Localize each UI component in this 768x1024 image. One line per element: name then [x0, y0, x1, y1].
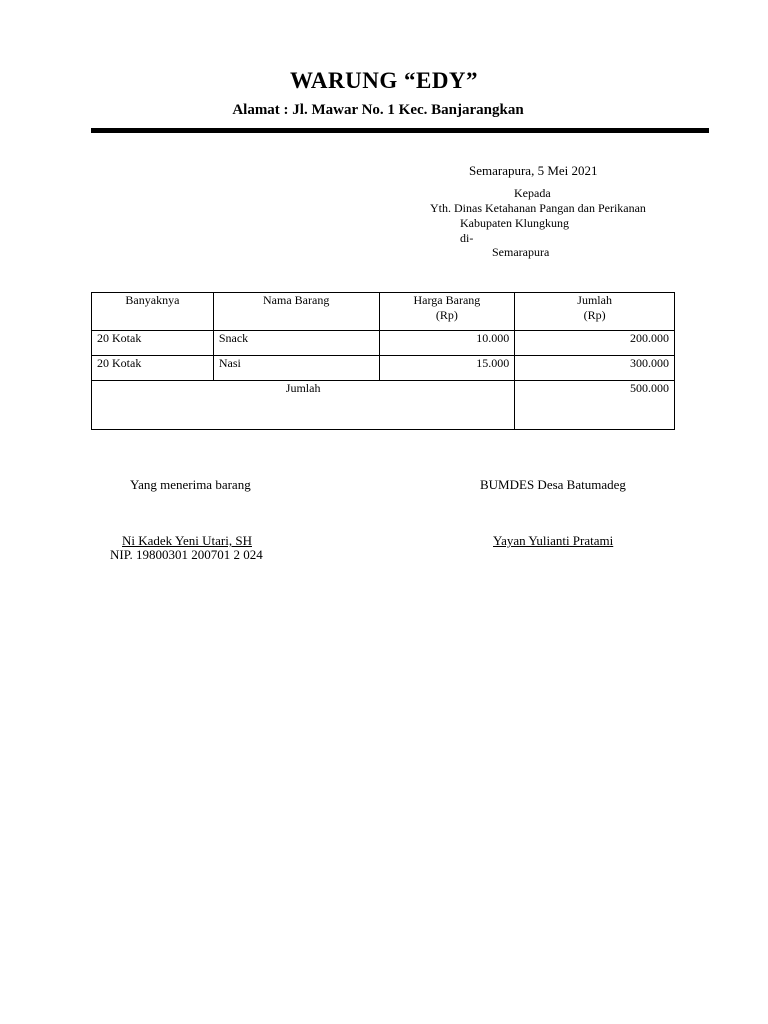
receiver-name: Ni Kadek Yeni Utari, SH	[122, 533, 252, 548]
document-title: WARUNG “EDY”	[289, 68, 479, 93]
cell-qty: 20 Kotak	[92, 356, 214, 381]
header-divider	[91, 128, 709, 133]
recipient-line-2: Kabupaten Klungkung	[460, 216, 569, 230]
recipient-line-1: Yth. Dinas Ketahanan Pangan dan Perikanan	[430, 201, 646, 215]
cell-price: 15.000	[379, 356, 515, 381]
invoice-table	[91, 292, 675, 430]
header-harga-line2: (Rp)	[435, 308, 458, 322]
header-harga-barang	[379, 293, 515, 331]
cell-qty: 20 Kotak	[92, 331, 214, 356]
address-line: Alamat : Jl. Mawar No. 1 Kec. Banjarangkan	[232, 102, 524, 118]
sender-name: Yayan Yulianti Pratami	[493, 533, 614, 548]
cell-name: Nasi	[213, 356, 379, 381]
cell-total: 300.000	[515, 356, 675, 381]
kepada-label: Kepada	[514, 186, 551, 200]
table-row	[92, 356, 675, 381]
date-line: Semarapura, 5 Mei 2021	[469, 163, 598, 178]
recipient-city: Semarapura	[492, 245, 550, 259]
receiver-role: Yang menerima barang	[130, 477, 251, 492]
header-harga-line1: Harga Barang	[413, 293, 481, 307]
sender-role: BUMDES Desa Batumadeg	[480, 477, 626, 492]
cell-total: 200.000	[515, 331, 675, 356]
table-sum-row	[92, 381, 675, 430]
table-row	[92, 331, 675, 356]
sum-label: Jumlah	[92, 381, 515, 430]
header-banyaknya: Banyaknya	[92, 293, 214, 331]
cell-price: 10.000	[379, 331, 515, 356]
sum-value: 500.000	[515, 381, 675, 430]
di-label: di-	[460, 231, 474, 245]
cell-name: Snack	[213, 331, 379, 356]
header-nama-barang: Nama Barang	[213, 293, 379, 331]
table-header-row	[92, 293, 675, 331]
receiver-nip: NIP. 19800301 200701 2 024	[110, 547, 263, 562]
header-jumlah-line2: (Rp)	[583, 308, 606, 322]
header-jumlah-line1: Jumlah	[577, 293, 612, 307]
header-jumlah	[515, 293, 675, 331]
